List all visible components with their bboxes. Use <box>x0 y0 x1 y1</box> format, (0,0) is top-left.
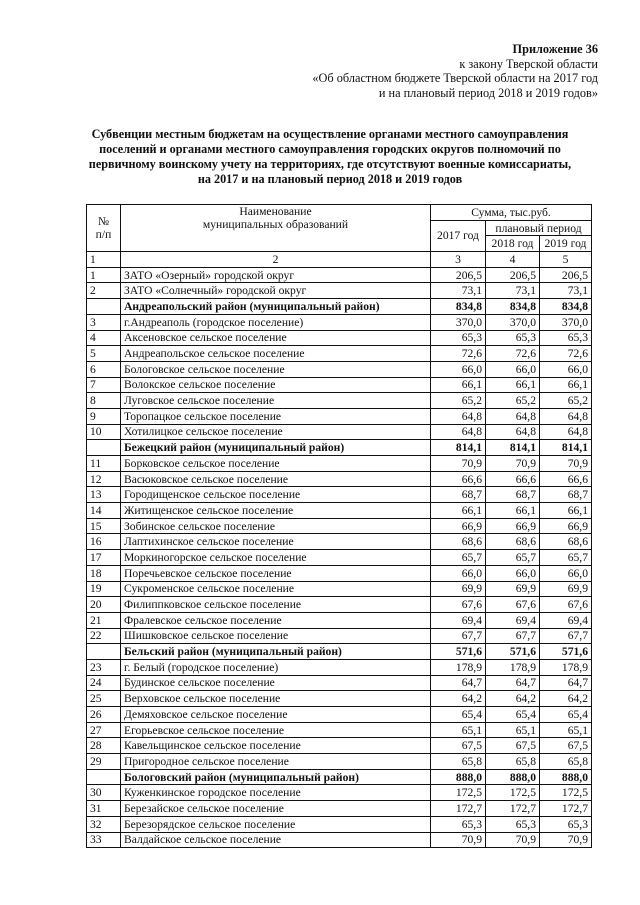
amount-2017: 66,1 <box>431 377 486 393</box>
municipality-name: Кавельщинское сельское поселение <box>121 738 431 754</box>
row-number <box>87 440 121 456</box>
row-number: 16 <box>87 534 121 550</box>
row-number: 7 <box>87 377 121 393</box>
municipality-name: Хотилицкое сельское поселение <box>121 424 431 440</box>
document-title-line-3: первичному воинскому учету на территориях, где отсутствуют военные комиссариаты, <box>88 157 572 171</box>
amount-2019: 66,9 <box>540 518 592 534</box>
amount-2019: 66,1 <box>540 377 592 393</box>
amount-2017: 65,3 <box>431 816 486 832</box>
column-index-row <box>87 252 592 268</box>
row-number: 5 <box>87 346 121 362</box>
table-row <box>87 346 592 362</box>
municipality-name: Шишковское сельское поселение <box>121 628 431 644</box>
municipality-name: г.Андреаполь (городское поселение) <box>121 314 431 330</box>
header-name-line-2: муниципальных образований <box>202 218 349 231</box>
table-row <box>87 722 592 738</box>
appendix-title: Приложение 36 <box>512 42 598 56</box>
row-number: 30 <box>87 785 121 801</box>
amount-2018: 66,0 <box>486 361 540 377</box>
municipality-name: Луговское сельское поселение <box>121 393 431 409</box>
amount-2019: 65,4 <box>540 707 592 723</box>
amount-2018: 834,8 <box>486 299 540 315</box>
row-number: 9 <box>87 408 121 424</box>
table-row <box>87 738 592 754</box>
header-name-cell <box>121 205 431 252</box>
amount-2018: 70,9 <box>486 456 540 472</box>
table-row <box>87 408 592 424</box>
amount-2018: 65,4 <box>486 707 540 723</box>
municipality-name: Бежецкий район (муниципальный район) <box>121 440 431 456</box>
amount-2019: 65,1 <box>540 722 592 738</box>
amount-2017: 67,7 <box>431 628 486 644</box>
table-row <box>87 393 592 409</box>
row-number: 25 <box>87 691 121 707</box>
table-row <box>87 597 592 613</box>
amount-2019: 64,8 <box>540 408 592 424</box>
amount-2018: 65,7 <box>486 550 540 566</box>
municipality-name: Аксеновское сельское поселение <box>121 330 431 346</box>
amount-2019: 65,3 <box>540 330 592 346</box>
table-row <box>87 518 592 534</box>
row-number: 28 <box>87 738 121 754</box>
amount-2019: 69,9 <box>540 581 592 597</box>
amount-2019: 178,9 <box>540 659 592 675</box>
amount-2019: 814,1 <box>540 440 592 456</box>
amount-2018: 66,1 <box>486 503 540 519</box>
table-row <box>87 330 592 346</box>
table-row <box>87 832 592 848</box>
amount-2019: 65,7 <box>540 550 592 566</box>
document-title-line-1: Субвенции местным бюджетам на осуществление органами местного самоуправления <box>91 127 569 141</box>
header-number-cell <box>87 205 121 252</box>
amount-2018: 73,1 <box>486 283 540 299</box>
table-row <box>87 471 592 487</box>
document-title-line-2: поселений и органами местного самоуправления городских округов полномочий по <box>99 142 561 156</box>
amount-2017: 65,7 <box>431 550 486 566</box>
table-row <box>87 628 592 644</box>
amount-2018: 69,4 <box>486 612 540 628</box>
amount-2017: 72,6 <box>431 346 486 362</box>
row-number: 12 <box>87 471 121 487</box>
row-number: 32 <box>87 816 121 832</box>
amount-2019: 67,5 <box>540 738 592 754</box>
amount-2019: 571,6 <box>540 644 592 660</box>
municipality-name: г. Белый (городское поселение) <box>121 659 431 675</box>
municipality-name: ЗАТО «Солнечный» городской округ <box>121 283 431 299</box>
amount-2017: 66,9 <box>431 518 486 534</box>
amount-2019: 172,7 <box>540 801 592 817</box>
document-title-line-4: на 2017 и на плановый период 2018 и 2019 годов <box>197 172 463 186</box>
amount-2018: 814,1 <box>486 440 540 456</box>
row-number: 4 <box>87 330 121 346</box>
municipality-name: Демяховское сельское поселение <box>121 707 431 723</box>
amount-2017: 64,8 <box>431 424 486 440</box>
district-total-row <box>87 644 592 660</box>
amount-2017: 571,6 <box>431 644 486 660</box>
header-planned-period: плановый период <box>486 220 592 236</box>
amount-2017: 64,8 <box>431 408 486 424</box>
table-row <box>87 534 592 550</box>
amount-2017: 65,4 <box>431 707 486 723</box>
appendix-block <box>258 42 598 100</box>
column-index-3: 3 <box>431 252 486 268</box>
appendix-line-3: и на плановый период 2018 и 2019 годов» <box>378 85 598 100</box>
amount-2018: 64,8 <box>486 424 540 440</box>
amount-2017: 64,7 <box>431 675 486 691</box>
row-number: 24 <box>87 675 121 691</box>
amount-2017: 70,9 <box>431 456 486 472</box>
amount-2018: 72,6 <box>486 346 540 362</box>
amount-2017: 178,9 <box>431 659 486 675</box>
table-row <box>87 550 592 566</box>
amount-2019: 68,7 <box>540 487 592 503</box>
column-index-5: 5 <box>540 252 592 268</box>
amount-2018: 67,6 <box>486 597 540 613</box>
amount-2019: 834,8 <box>540 299 592 315</box>
row-number: 17 <box>87 550 121 566</box>
municipality-name: Сукроменское сельское поселение <box>121 581 431 597</box>
amount-2018: 66,1 <box>486 377 540 393</box>
table-row <box>87 707 592 723</box>
header-year-2019: 2019 год <box>540 236 592 252</box>
row-number: 11 <box>87 456 121 472</box>
table-row <box>87 675 592 691</box>
amount-2017: 370,0 <box>431 314 486 330</box>
table-row <box>87 754 592 770</box>
table-row <box>87 612 592 628</box>
table-row <box>87 361 592 377</box>
row-number <box>87 644 121 660</box>
amount-2019: 73,1 <box>540 283 592 299</box>
municipality-name: Борковское сельское поселение <box>121 456 431 472</box>
row-number: 27 <box>87 722 121 738</box>
amount-2017: 65,2 <box>431 393 486 409</box>
table-row <box>87 283 592 299</box>
amount-2017: 65,8 <box>431 754 486 770</box>
header-year-2018: 2018 год <box>486 236 540 252</box>
amount-2019: 66,1 <box>540 503 592 519</box>
document-title <box>80 127 580 187</box>
row-number: 29 <box>87 754 121 770</box>
amount-2018: 64,7 <box>486 675 540 691</box>
appendix-line-2: «Об областном бюджете Тверской области на 2017 год <box>312 71 598 86</box>
amount-2018: 66,6 <box>486 471 540 487</box>
district-total-row <box>87 299 592 315</box>
municipality-name: Будинское сельское поселение <box>121 675 431 691</box>
table-row <box>87 424 592 440</box>
row-number: 33 <box>87 832 121 848</box>
amount-2018: 172,7 <box>486 801 540 817</box>
amount-2018: 65,3 <box>486 330 540 346</box>
row-number: 13 <box>87 487 121 503</box>
municipality-name: Лаптихинское сельское поселение <box>121 534 431 550</box>
row-number: 19 <box>87 581 121 597</box>
amount-2019: 206,5 <box>540 267 592 283</box>
amount-2018: 65,1 <box>486 722 540 738</box>
municipality-name: Волокское сельское поселение <box>121 377 431 393</box>
amount-2019: 172,5 <box>540 785 592 801</box>
municipality-name: Егорьевское сельское поселение <box>121 722 431 738</box>
row-number: 23 <box>87 659 121 675</box>
municipality-name: Бологовский район (муниципальный район) <box>121 769 431 785</box>
table-row <box>87 503 592 519</box>
header-row-1 <box>87 205 592 221</box>
municipality-name: Бельский район (муниципальный район) <box>121 644 431 660</box>
amount-2017: 814,1 <box>431 440 486 456</box>
municipality-name: Верховское сельское поселение <box>121 691 431 707</box>
row-number: 31 <box>87 801 121 817</box>
row-number: 6 <box>87 361 121 377</box>
appendix-line-1: к закону Тверской области <box>459 56 598 71</box>
amount-2018: 571,6 <box>486 644 540 660</box>
municipality-name: ЗАТО «Озерный» городской округ <box>121 267 431 283</box>
municipality-name: Березорядское сельское поселение <box>121 816 431 832</box>
amount-2018: 69,9 <box>486 581 540 597</box>
amount-2019: 67,6 <box>540 597 592 613</box>
municipality-name: Торопацкое сельское поселение <box>121 408 431 424</box>
table-row <box>87 267 592 283</box>
row-number: 3 <box>87 314 121 330</box>
amount-2017: 65,3 <box>431 330 486 346</box>
amount-2018: 370,0 <box>486 314 540 330</box>
amount-2018: 65,8 <box>486 754 540 770</box>
amount-2017: 68,6 <box>431 534 486 550</box>
amount-2018: 888,0 <box>486 769 540 785</box>
amount-2018: 67,5 <box>486 738 540 754</box>
amount-2018: 64,2 <box>486 691 540 707</box>
municipality-name: Куженкинское городское поселение <box>121 785 431 801</box>
amount-2017: 206,5 <box>431 267 486 283</box>
row-number <box>87 769 121 785</box>
row-number: 21 <box>87 612 121 628</box>
subventions-table <box>86 204 592 848</box>
amount-2019: 70,9 <box>540 456 592 472</box>
amount-2018: 64,8 <box>486 408 540 424</box>
amount-2017: 66,1 <box>431 503 486 519</box>
municipality-name: Моркиногорское сельское поселение <box>121 550 431 566</box>
table-row <box>87 487 592 503</box>
amount-2017: 69,4 <box>431 612 486 628</box>
row-number: 22 <box>87 628 121 644</box>
row-number: 26 <box>87 707 121 723</box>
municipality-name: Валдайское сельское поселение <box>121 832 431 848</box>
amount-2017: 64,2 <box>431 691 486 707</box>
municipality-name: Васюковское сельское поселение <box>121 471 431 487</box>
amount-2018: 65,3 <box>486 816 540 832</box>
amount-2019: 66,0 <box>540 361 592 377</box>
amount-2018: 172,5 <box>486 785 540 801</box>
amount-2017: 888,0 <box>431 769 486 785</box>
table-row <box>87 565 592 581</box>
amount-2017: 68,7 <box>431 487 486 503</box>
municipality-name: Зобинское сельское поселение <box>121 518 431 534</box>
amount-2019: 65,8 <box>540 754 592 770</box>
amount-2019: 66,0 <box>540 565 592 581</box>
amount-2019: 70,9 <box>540 832 592 848</box>
row-number: 18 <box>87 565 121 581</box>
municipality-name: Фралевское сельское поселение <box>121 612 431 628</box>
amount-2019: 370,0 <box>540 314 592 330</box>
amount-2019: 888,0 <box>540 769 592 785</box>
row-number: 8 <box>87 393 121 409</box>
amount-2019: 67,7 <box>540 628 592 644</box>
amount-2018: 65,2 <box>486 393 540 409</box>
amount-2019: 64,8 <box>540 424 592 440</box>
amount-2017: 66,0 <box>431 361 486 377</box>
amount-2017: 65,1 <box>431 722 486 738</box>
row-number: 20 <box>87 597 121 613</box>
amount-2019: 72,6 <box>540 346 592 362</box>
table-row <box>87 314 592 330</box>
amount-2017: 66,0 <box>431 565 486 581</box>
municipality-name: Городищенское сельское поселение <box>121 487 431 503</box>
municipality-name: Березайское сельское поселение <box>121 801 431 817</box>
amount-2017: 66,6 <box>431 471 486 487</box>
table-row <box>87 659 592 675</box>
amount-2017: 172,7 <box>431 801 486 817</box>
row-number: 15 <box>87 518 121 534</box>
amount-2019: 65,3 <box>540 816 592 832</box>
header-number-line-2: п/п <box>95 228 112 242</box>
amount-2017: 69,9 <box>431 581 486 597</box>
municipality-name: Пригородное сельское поселение <box>121 754 431 770</box>
amount-2017: 834,8 <box>431 299 486 315</box>
table-row <box>87 691 592 707</box>
amount-2019: 68,6 <box>540 534 592 550</box>
row-number: 10 <box>87 424 121 440</box>
header-sum-cell: Сумма, тыс.руб. <box>431 205 592 221</box>
column-index-2: 2 <box>121 252 431 268</box>
amount-2018: 68,7 <box>486 487 540 503</box>
header-year-2017: 2017 год <box>431 220 486 251</box>
amount-2017: 73,1 <box>431 283 486 299</box>
municipality-name: Житищенское сельское поселение <box>121 503 431 519</box>
column-index-1: 1 <box>87 252 121 268</box>
municipality-name: Андреапольское сельское поселение <box>121 346 431 362</box>
row-number: 14 <box>87 503 121 519</box>
header-number-line-1: № <box>97 215 110 229</box>
column-index-4: 4 <box>486 252 540 268</box>
amount-2018: 178,9 <box>486 659 540 675</box>
amount-2019: 64,2 <box>540 691 592 707</box>
amount-2018: 66,0 <box>486 565 540 581</box>
row-number: 1 <box>87 267 121 283</box>
district-total-row <box>87 440 592 456</box>
amount-2018: 206,5 <box>486 267 540 283</box>
municipality-name: Андреапольский район (муниципальный район) <box>121 299 431 315</box>
district-total-row <box>87 769 592 785</box>
amount-2017: 67,6 <box>431 597 486 613</box>
amount-2019: 64,7 <box>540 675 592 691</box>
row-number <box>87 299 121 315</box>
amount-2017: 70,9 <box>431 832 486 848</box>
row-number: 2 <box>87 283 121 299</box>
table-row <box>87 816 592 832</box>
amount-2019: 66,6 <box>540 471 592 487</box>
amount-2017: 172,5 <box>431 785 486 801</box>
table-row <box>87 581 592 597</box>
amount-2018: 67,7 <box>486 628 540 644</box>
amount-2018: 70,9 <box>486 832 540 848</box>
municipality-name: Филиппковское сельское поселение <box>121 597 431 613</box>
amount-2018: 66,9 <box>486 518 540 534</box>
table-row <box>87 785 592 801</box>
header-name-line-1: Наименование <box>239 205 312 218</box>
municipality-name: Бологовское сельское поселение <box>121 361 431 377</box>
table-row <box>87 377 592 393</box>
amount-2017: 67,5 <box>431 738 486 754</box>
table-row <box>87 801 592 817</box>
table-row <box>87 456 592 472</box>
municipality-name: Поречьевское сельское поселение <box>121 565 431 581</box>
amount-2018: 68,6 <box>486 534 540 550</box>
amount-2019: 69,4 <box>540 612 592 628</box>
amount-2019: 65,2 <box>540 393 592 409</box>
